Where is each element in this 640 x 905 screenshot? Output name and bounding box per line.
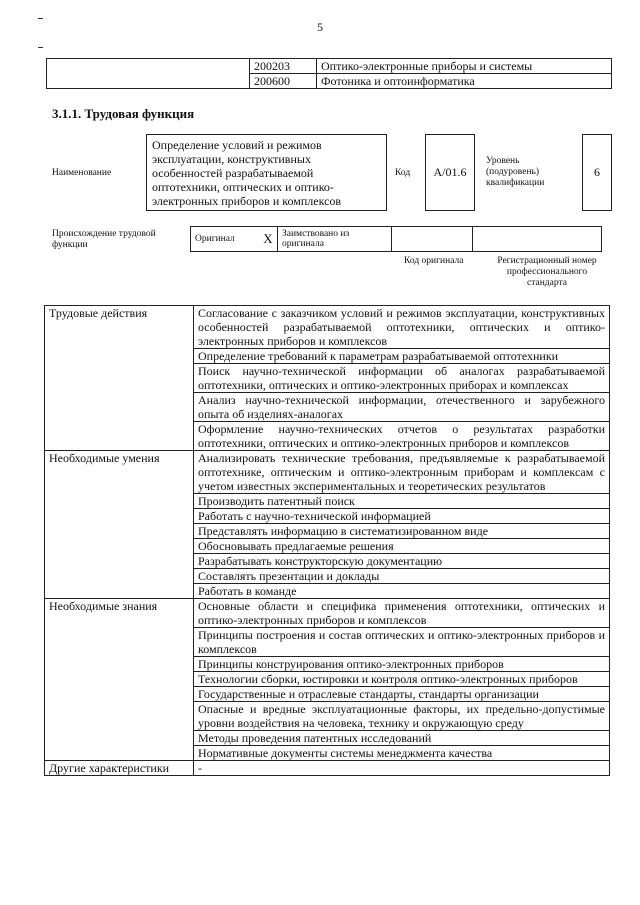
original-label: Оригинал: [191, 227, 260, 252]
item-cell: Разрабатывать конструкторскую документацию: [194, 554, 610, 569]
scan-mark: [38, 18, 43, 19]
item-cell: Методы проведения патентных исследований: [194, 731, 610, 746]
item-cell: Обосновывать предлагаемые решения: [194, 539, 610, 554]
item-cell: Поиск научно-технической информации об аналогах разрабатываемой оптотехники, оптических и оптико-электронных приборах и комплексах: [194, 364, 610, 393]
borrowed-label: Заимствовано из оригинала: [278, 227, 392, 252]
category-cell: Трудовые действия: [45, 306, 194, 451]
category-cell: Необходимые умения: [45, 451, 194, 599]
function-name: Определение условий и режимов эксплуатации, конструктивных особенностей разрабатываемой оптотехники, оптических и оптико-электронных приборов и комплексов: [146, 134, 387, 211]
code-cell: 200203: [250, 59, 317, 74]
item-cell: Технологии сборки, юстировки и контроля оптико-электронных приборов: [194, 672, 610, 687]
item-cell: Нормативные документы системы менеджмента качества: [194, 746, 610, 761]
item-cell: Представлять информацию в систематизированном виде: [194, 524, 610, 539]
origin-label: Происхождение трудовой функции: [52, 229, 156, 250]
code-row: [47, 59, 612, 74]
item-cell: Составлять презентации и доклады: [194, 569, 610, 584]
code-label: Код: [395, 168, 411, 178]
table-row: [45, 451, 610, 494]
function-code: A/01.6: [425, 134, 475, 211]
reg-number-label: Регистрационный номер профессионального стандарта: [497, 256, 597, 288]
section-title: 3.1.1. Трудовая функция: [52, 106, 195, 121]
origin-table: [190, 226, 602, 252]
table-row: [45, 761, 610, 776]
scan-mark: [38, 47, 43, 48]
table-row: [45, 306, 610, 349]
item-cell: Производить патентный поиск: [194, 494, 610, 509]
code-name-cell: Оптико-электронные приборы и системы: [317, 59, 612, 74]
item-cell: Оформление научно-технических отчетов о результатах разработки оптотехники, оптических и оптико-электронных приборов и комплексов: [194, 422, 610, 451]
page-number: 5: [317, 20, 323, 34]
category-cell: Необходимые знания: [45, 599, 194, 761]
item-cell: Работать в команде: [194, 584, 610, 599]
original-mark: X: [259, 227, 278, 252]
specialty-codes-table: [46, 58, 612, 89]
level-label: Уровень (подуровень) квалификации: [486, 156, 545, 188]
item-cell: Опасные и вредные эксплуатационные факторы, их предельно-допустимые уровни воздействия на человека, технику и окружающую среду: [194, 702, 610, 731]
code-cell: 200600: [250, 74, 317, 89]
empty-cell: [47, 59, 250, 89]
category-cell: Другие характеристики: [45, 761, 194, 776]
item-cell: Принципы построения и состав оптических и оптико-электронных приборов и комплексов: [194, 628, 610, 657]
item-cell: Основные области и специфика применения оптотехники, оптических и оптико-электронных приборов и комплексов: [194, 599, 610, 628]
item-cell: -: [194, 761, 610, 776]
item-cell: Анализ научно-технической информации, отечественного и зарубежного опыта об изделиях-аналогах: [194, 393, 610, 422]
reg-number-cell: [473, 227, 602, 252]
item-cell: Определение требований к параметрам разрабатываемой оптотехники: [194, 349, 610, 364]
code-name-cell: Фотоника и оптоинформатика: [317, 74, 612, 89]
item-cell: Работать с научно-технической информацией: [194, 509, 610, 524]
code-original-cell: [392, 227, 473, 252]
name-label: Наименование: [52, 168, 112, 178]
item-cell: Анализировать технические требования, предъявляемые к разрабатываемой оптотехнике, оптическим и оптико-электронным приборам и комплексам с учетом известных экспериментальных и теоретических результатов: [194, 451, 610, 494]
qualification-level: 6: [582, 134, 612, 211]
item-cell: Принципы конструирования оптико-электронных приборов: [194, 657, 610, 672]
item-cell: Государственные и отраслевые стандарты, стандарты организации: [194, 687, 610, 702]
code-original-label: Код оригинала: [404, 256, 464, 266]
item-cell: Согласование с заказчиком условий и режимов эксплуатации, конструктивных особенностей разрабатываемой оптотехники, оптических и оптико-электронных приборов и комплексов: [194, 306, 610, 349]
table-row: [45, 599, 610, 628]
function-details-table: [44, 305, 610, 776]
